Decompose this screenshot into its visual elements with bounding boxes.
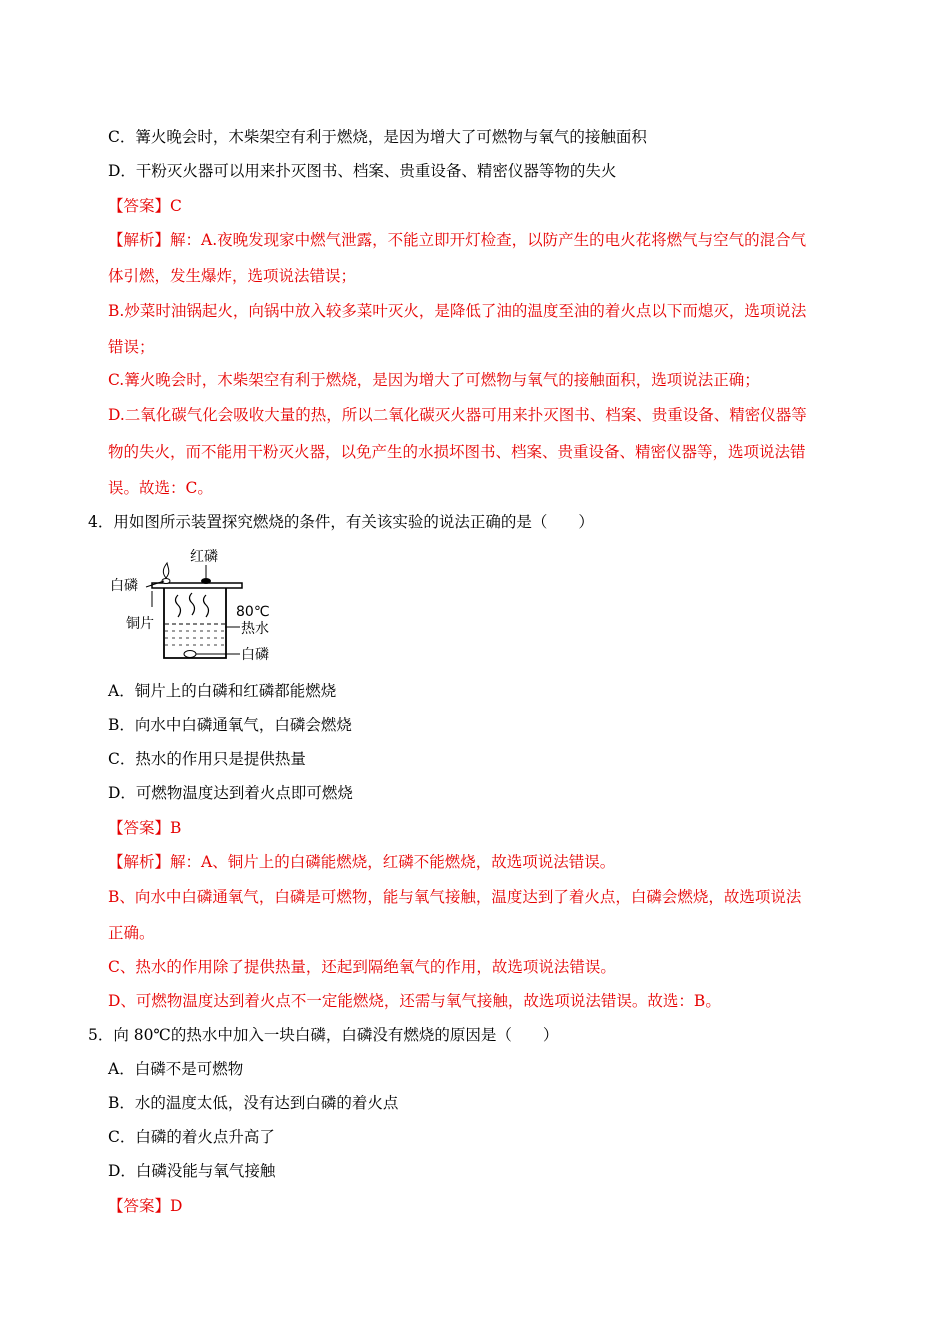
answer-value: C: [170, 197, 182, 215]
analysis-tag: 【解析】: [108, 231, 171, 249]
q4-option-d: D．可燃物温度达到着火点即可燃烧: [108, 784, 353, 802]
q3-analysis-line-1: [108, 230, 806, 250]
q4-option-b: B．向水中白磷通氧气，白磷会燃烧: [108, 716, 352, 734]
q5-stem: 5．向 80℃的热水中加入一块白磷，白磷没有燃烧的原因是（ ）: [88, 1026, 559, 1044]
answer-value: B: [170, 819, 182, 837]
q4-option-c: C．热水的作用只是提供热量: [108, 750, 306, 768]
q4-analysis-line-5: D、可燃物温度达到着火点不一定能燃烧，还需与氧气接触，故选项说法错误。故选：B。: [108, 992, 721, 1010]
beaker: [164, 588, 226, 658]
label-white-phosphorus-top: 白磷: [110, 578, 138, 594]
q5-option-b: B．水的温度太低，没有达到白磷的着火点: [108, 1094, 399, 1112]
label-copper-plate: 铜片: [126, 616, 154, 632]
q4-analysis-line-2: B、向水中白磷通氧气，白磷是可燃物，能与氧气接触，温度达到了着火点，白磷会燃烧，故选项说法: [108, 888, 802, 906]
red-phosphorus: [201, 578, 211, 584]
q4-answer: [108, 818, 181, 838]
q5-option-c: C．白磷的着火点升高了: [108, 1128, 275, 1146]
q3-analysis-line-8: 误。故选：C。: [108, 479, 213, 497]
q3-analysis-line-4: 错误；: [108, 338, 155, 356]
q4-analysis-line-4: C、热水的作用除了提供热量，还起到隔绝氧气的作用，故选项说法错误。: [108, 958, 616, 976]
q3-analysis-line-5: C.篝火晚会时，木柴架空有利于燃烧，是因为增大了可燃物与氧气的接触面积，选项说法正确；: [108, 371, 760, 389]
white-phosphorus-in-water: [184, 651, 196, 658]
label-white-phosphorus-bottom: 白磷: [241, 647, 269, 663]
q3-analysis-line-6: D.二氧化碳气化会吸收大量的热，所以二氧化碳灭火器可用来扑灭图书、档案、贵重设备、精密仪器等: [108, 406, 807, 424]
q5-answer: [108, 1196, 182, 1216]
steam-icon: [176, 595, 181, 617]
analysis-text: 解：A.夜晚发现家中燃气泄露，不能立即开灯检查，以防产生的电火花将燃气与空气的混合气: [170, 231, 807, 249]
analysis-text: 解：A、铜片上的白磷能燃烧，红磷不能燃烧，故选项说法错误。: [170, 853, 616, 871]
flame-icon: [163, 563, 168, 578]
label-hot-water: 热水: [241, 621, 269, 637]
q5-option-a: A．白磷不是可燃物: [108, 1060, 244, 1078]
analysis-tag: 【解析】: [108, 853, 171, 871]
q3-option-c: C．篝火晚会时，木柴架空有利于燃烧，是因为增大了可燃物与氧气的接触面积: [108, 128, 647, 146]
q3-analysis-line-2: 体引燃，发生爆炸，选项说法错误；: [108, 267, 357, 285]
label-red-phosphorus: 红磷: [190, 549, 218, 565]
q3-analysis-line-3: B.炒菜时油锅起火，向锅中放入较多菜叶灭火，是降低了油的温度至油的着火点以下而熄灭，选项说法: [108, 302, 807, 320]
combustion-apparatus-figure: [108, 545, 278, 665]
answer-tag: 【答案】: [108, 819, 171, 837]
label-temperature: 80℃: [236, 604, 270, 620]
answer-value: D: [170, 1197, 183, 1215]
q4-option-a: A．铜片上的白磷和红磷都能燃烧: [108, 682, 337, 700]
q5-option-d: D．白磷没能与氧气接触: [108, 1162, 276, 1180]
q4-stem: 4．用如图所示装置探究燃烧的条件，有关该实验的说法正确的是（ ）: [88, 513, 594, 531]
q3-option-d: D．干粉灭火器可以用来扑灭图书、档案、贵重设备、精密仪器等物的失火: [108, 162, 617, 180]
q4-analysis-line-1: [108, 852, 615, 872]
q3-answer: [108, 196, 182, 216]
q3-analysis-line-7: 物的失火，而不能用干粉灭火器，以免产生的水损坏图书、档案、贵重设备、精密仪器等，选项说法错: [108, 443, 806, 461]
answer-tag: 【答案】: [108, 197, 171, 215]
answer-tag: 【答案】: [108, 1197, 171, 1215]
q4-analysis-line-3: 正确。: [108, 924, 155, 942]
